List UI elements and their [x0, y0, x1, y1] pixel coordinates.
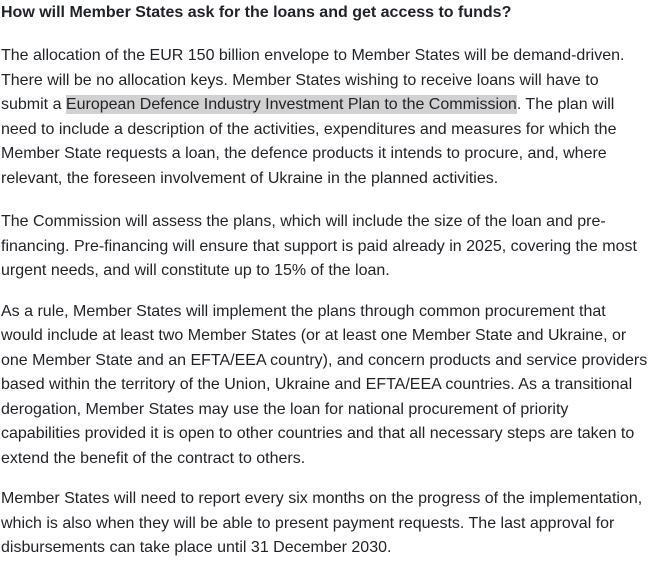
- paragraph-allocation: [1, 44, 649, 191]
- paragraph-assessment: The Commission will assess the plans, which will include the size of the loan and pre-financing. Pre-financing will ensure that support is paid already in 2025, covering the most urgent needs, and will constitute up to 15% of the loan.: [1, 213, 637, 279]
- paragraph-procurement: As a rule, Member States will implement the plans through common procurement that would include at least two Member States (or at least one Member State and Ukraine, or one Member State and an EFTA/EEA country), and concern products and service providers based within the territory of the Union, Ukraine and EFTA/EEA countries. As a transitional derogation, Member States may use the loan for national procurement of priority capabilities provided it is open to other countries and that all necessary steps are taken to extend the benefit of the contract to others.: [1, 302, 648, 467]
- paragraph-allocation-text-end: . The plan will need to include a description of the activities, expenditures and measures for which the Member State requests a loan, the defence products it intends to procure, and, where relevant, the foreseen involvement of Ukraine in the planned activities.: [1, 96, 617, 187]
- paragraph-reporting: Member States will need to report every six months on the progress of the implementation, which is also when they will be able to present payment requests. The last approval for disbursements can take place until 31 December 2030.: [1, 490, 643, 556]
- section-heading: How will Member States ask for the loans and get access to funds?: [1, 4, 512, 21]
- highlighted-plan-text: European Defence Industry Investment Plan to the Commission: [65, 96, 517, 113]
- paragraph-allocation-text-start: The allocation of the EUR 150 billion envelope to Member States will be demand-driven. There will be no allocation keys. Member States wishing to receive loans will have to submit a: [1, 47, 625, 113]
- article-section: [1, 2, 649, 561]
